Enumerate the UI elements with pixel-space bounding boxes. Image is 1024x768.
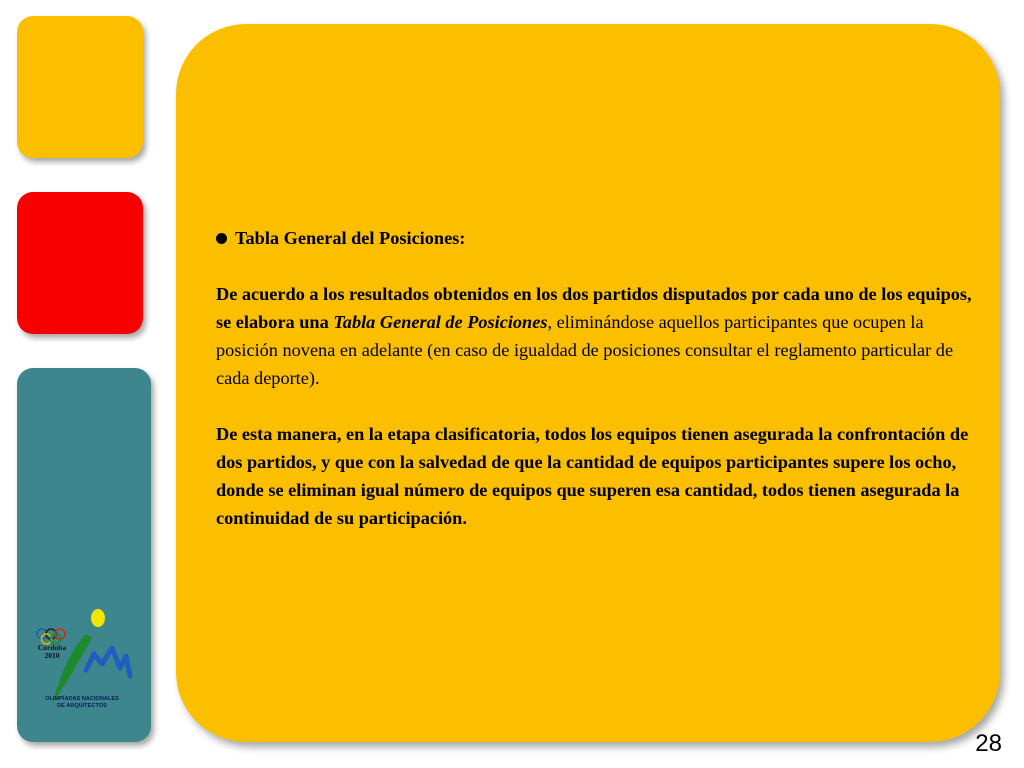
heading-text: Tabla General del Posiciones:	[235, 228, 466, 248]
paragraph-1-part-1: De acuerdo a los resultados obtenidos en los dos partidos disputados por cada uno de los equipos, se elabora una	[216, 284, 972, 332]
decor-yellow-box	[17, 16, 143, 158]
logo-year: 2010	[44, 651, 60, 660]
logo-city-name: Córdoba	[37, 643, 67, 652]
slide-heading	[216, 224, 986, 252]
logo-caption	[32, 696, 132, 710]
logo-caption-line-2: DE ARQUITECTOS	[57, 703, 107, 709]
logo-caption-line-1: OLIMPÍADAS NACIONALES	[45, 696, 119, 702]
paragraph-2: De esta manera, en la etapa clasificatoria, todos los equipos tienen asegurada la confrontación de dos partidos, y que con la salvedad de que la cantidad de equipos participantes supere los ocho, donde se eliminan igual número de equipos que superen esa cantidad, todos tienen asegurada la continuidad de su participación.	[216, 424, 969, 528]
logo-city	[33, 644, 71, 660]
bullet-icon	[216, 233, 227, 244]
page-number: 28	[975, 730, 1002, 757]
slide-content	[216, 224, 986, 532]
decor-red-box	[17, 192, 143, 334]
paragraph-1-italic: Tabla General de Posiciones	[333, 312, 548, 332]
paragraph-1	[216, 280, 986, 392]
paragraph-1-part-2: , eliminándose aquellos participantes que ocupen la posición novena en adelante (en caso de igualdad de posiciones consultar el reglamento particular de cada deporte).	[216, 312, 954, 388]
